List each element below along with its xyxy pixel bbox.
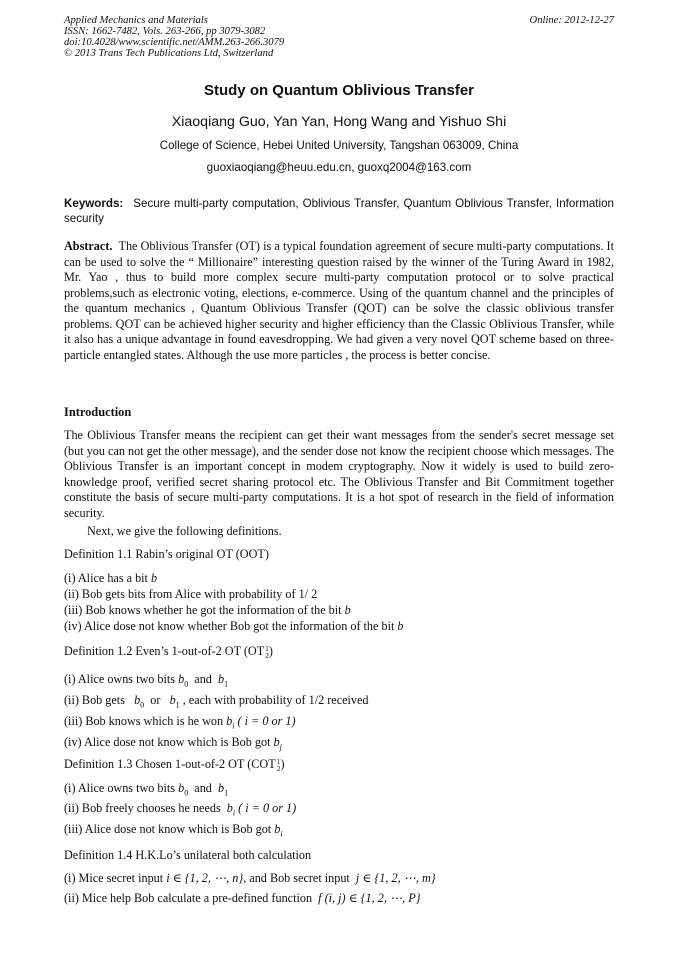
abstract-block <box>64 239 614 363</box>
def3-item-iii: (iii) Alice dose not know which is Bob got $b_i$ <box>64 822 283 839</box>
keywords-text: Secure multi-party computation, Oblivious Transfer, Quantum Oblivious Transfer, Information security <box>64 197 614 225</box>
def1-item-iii: (iii) Bob knows whether he got the information of the bit b <box>64 603 351 617</box>
journal-copyright: © 2013 Trans Tech Publications Ltd, Switzerland <box>64 48 274 59</box>
journal-issn: ISSN: 1662-7482, Vols. 263-266, pp 3079-3082 <box>64 26 266 37</box>
online-date: Online: 2012-12-27 <box>529 15 614 26</box>
def1-item-iv: (iv) Alice dose not know whether Bob got the information of the bit b <box>64 619 404 633</box>
keywords-block <box>64 196 614 226</box>
def2-item-ii: (ii) Bob gets $b_0$ or $b_1$ , each with probability of 1/2 received <box>64 693 369 710</box>
def2-item-i: (i) Alice owns two bits $b_0$ and $b_1$ <box>64 672 229 689</box>
def1-item-ii: (ii) Bob gets bits from Alice with probability of 1/ 2 <box>64 587 318 601</box>
journal-header <box>64 15 284 59</box>
def4-heading: Definition 1.4 H.K.Lo’s unilateral both calculation <box>64 848 312 862</box>
keywords-label: Keywords: <box>64 197 124 210</box>
def2-heading: Definition 1.2 Even’s 1-out-of-2 OT (OT1 2) <box>64 644 273 661</box>
def1-heading: Definition 1.1 Rabin’s original OT (OOT) <box>64 547 269 561</box>
abstract-label: Abstract. <box>64 239 113 253</box>
paper-affiliation: College of Science, Hebei United University, Tangshan 063009, China <box>159 139 519 152</box>
paper-authors: Xiaoqiang Guo, Yan Yan, Hong Wang and Yishuo Shi <box>171 114 507 130</box>
introduction-text: The Oblivious Transfer means the recipient can get their want messages from the sender's secret message set (but you can not get the other message), and the sender dose not know the recipient choose which messages. The Oblivious Transfer is an important concept in modem cryptography. Now it widely is used to build zero-knowledge proof, verified secret sharing protocol etc. The Oblivious Transfer and Bit Commitment together constitute the basis of secure multi-party computations. It is a hot spot of research in the field of information security. <box>64 428 614 520</box>
def4-item-ii: (ii) Mice help Bob calculate a pre-defined function f (i, j) ∈ {1, 2, ⋯, P} <box>64 891 421 905</box>
def2-item-iv: (iv) Alice dose not know which is Bob got $b_j$ <box>64 735 282 752</box>
journal-doi: doi:10.4028/www.scientific.net/AMM.263-266.3079 <box>64 37 285 48</box>
def1-item-i: (i) Alice has a bit b <box>64 571 158 585</box>
def3-heading: Definition 1.3 Chosen 1-out-of-2 OT (COT1 2) <box>64 757 285 774</box>
def3-item-i: (i) Alice owns two bits $b_0$ and $b_1$ <box>64 781 229 798</box>
def3-item-ii: (ii) Bob freely chooses he needs $b_i$ ( i = 0 or 1) <box>64 801 297 818</box>
def2-item-iii: (iii) Bob knows which is he won $b_i$ ( i = 0 or 1) <box>64 714 296 731</box>
introduction-heading: Introduction <box>64 405 132 419</box>
def4-item-i: (i) Mice secret input i ∈ {1, 2, ⋯, n}, and Bob secret input j ∈ {1, 2, ⋯, m} <box>64 871 436 885</box>
journal-name: Applied Mechanics and Materials <box>64 15 208 26</box>
abstract-text: The Oblivious Transfer (OT) is a typical foundation agreement of secure multi-party computations. It can be used to solve the “ Millionaire” interesting question raised by the winner of the Turing Award in 1982, Mr. Yao , thus to build more complex secure multi-party computation protocol or to solve practical problems,such as electronic voting, elections, e-commerce. Using of the quantum channel and the principles of the quantum mechanics , Quantum Oblivious Transfer (QOT) can be solve the classic oblivious transfer problems. QOT can be achieved higher security and higher efficiency than the Classic Oblivious Transfer, while it also has a unique advantage in found eavesdropping. We had given a very novel QOT scheme based on three-particle entangled states. Although the use more particles , the process is better concise. <box>64 239 615 362</box>
paper-email: guoxiaoqiang@heuu.edu.cn, guoxq2004@163.com <box>206 161 472 174</box>
introduction-next: Next, we give the following definitions. <box>87 524 282 538</box>
paper-title: Study on Quantum Oblivious Transfer <box>203 82 475 99</box>
